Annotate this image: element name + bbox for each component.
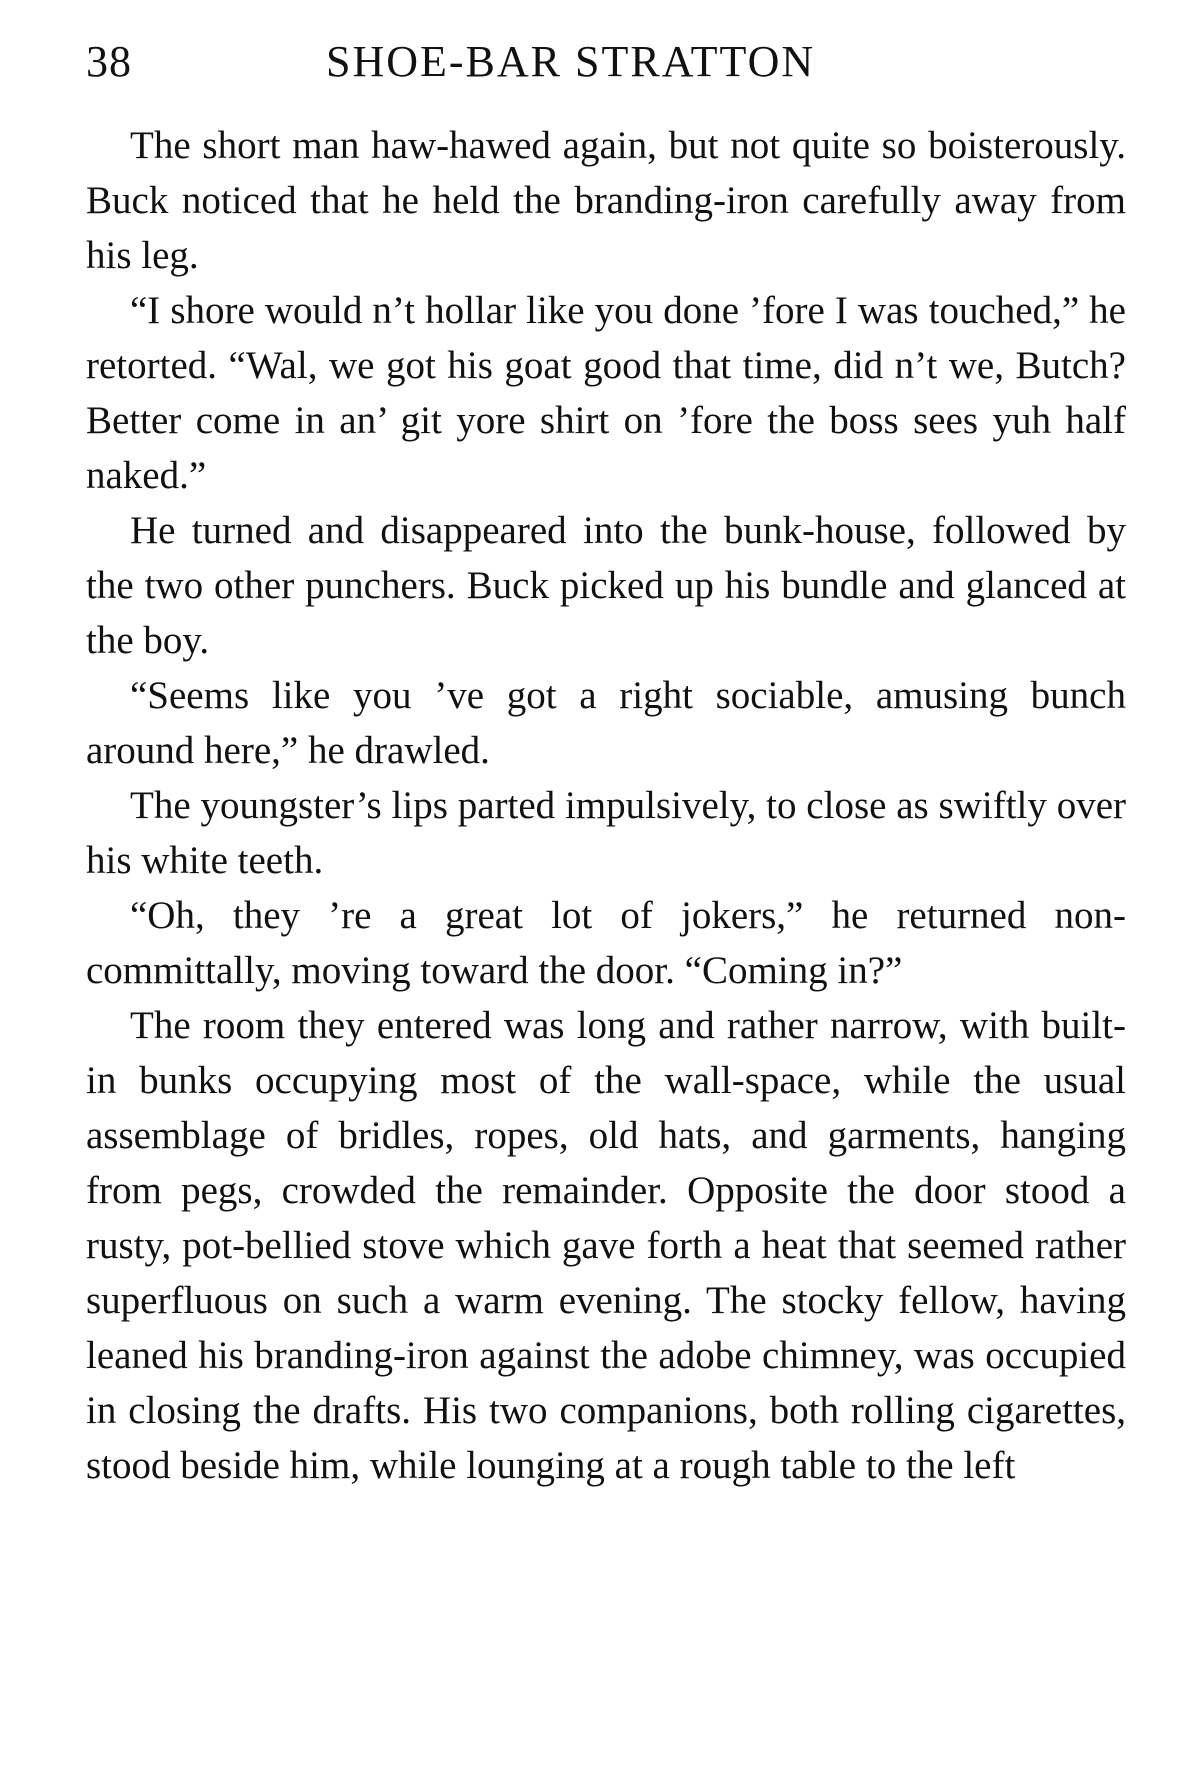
paragraph: The room they entered was long and rather narrow, with built-in bunks occupying most of the wall-space, while the usual assemblage of bridles, ropes, old hats, and garments, hanging from pegs, crowded the remainder. Opposite the door stood a rusty, pot-bellied stove which gave forth a heat that seemed rather superfluous on such a warm evening. The stocky fellow, having leaned his branding-iron against the adobe chimney, was occupied in closing the drafts. His two companions, both rolling cigarettes, stood beside him, while lounging at a rough table to the left: [86, 1004, 1126, 1487]
paragraph: “I shore would n’t hollar like you done ’fore I was touched,” he retorted. “Wal, we got his goat good that time, did n’t we, Butch? Better come in an’ git yore shirt on ’fore the boss sees yuh half naked.”: [86, 289, 1126, 497]
paragraph: The short man haw-hawed again, but not quite so boisterously. Buck noticed that he held the branding-iron carefully away from his leg.: [86, 124, 1126, 277]
page-header: [86, 36, 1126, 96]
paragraph: The youngster’s lips parted impulsively, to close as swiftly over his white teeth.: [86, 784, 1126, 882]
running-title: SHOE-BAR STRATTON: [326, 37, 816, 86]
page-number: 38: [86, 37, 132, 86]
paragraph: He turned and disappeared into the bunk-house, followed by the two other punchers. Buck picked up his bundle and glanced at the boy.: [86, 509, 1126, 662]
paragraph: “Seems like you ’ve got a right sociable, amusing bunch around here,” he drawled.: [86, 674, 1126, 772]
paragraph: “Oh, they ’re a great lot of jokers,” he returned non-committally, moving toward the door. “Coming in?”: [86, 894, 1126, 992]
body-text: [86, 118, 1126, 1493]
